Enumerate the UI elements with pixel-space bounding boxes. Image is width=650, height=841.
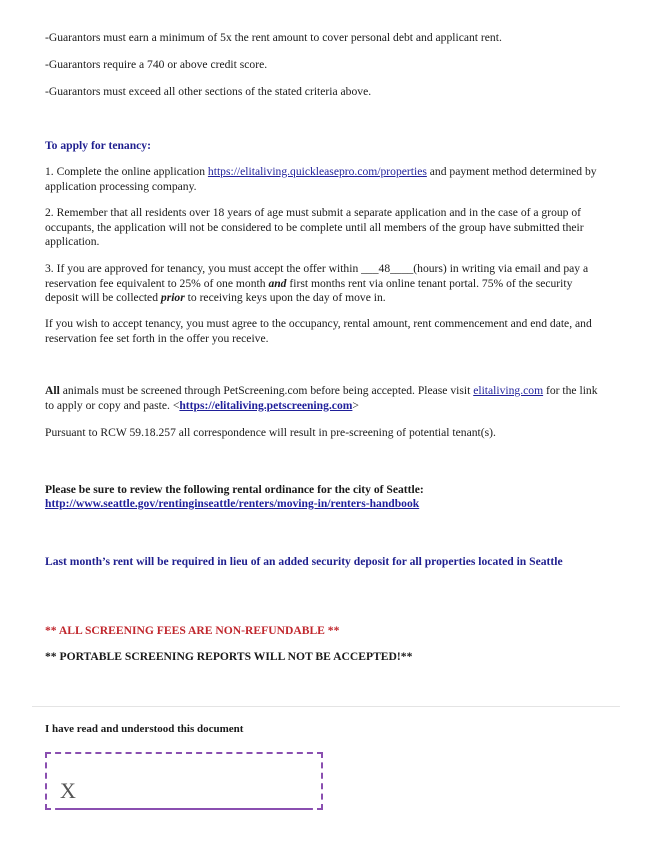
animals-text-a: animals must be screened through PetScreening.com before being accepted. Please visit [59, 384, 474, 397]
application-link[interactable]: https://elitaliving.quickleasepro.com/properties [207, 165, 427, 178]
step1-text-end: and payment method determined by application processing company. [45, 165, 597, 193]
apply-heading: To apply for tenancy: [45, 139, 151, 152]
step3-text-a: 3. If you are approved for tenancy, you must accept the offer within ___48____(hours) in writing via email and pay a reservation fee equivalent to 25% of one month [45, 262, 589, 290]
seattle-handbook-link[interactable]: http://www.seattle.gov/rentinginseattle/renters/moving-in/renters-handbook [45, 497, 420, 510]
acknowledgement-label: I have read and understood this document [45, 723, 244, 735]
apply-step-2: 2. Remember that all residents over 18 years of age must submit a separate application and in the case of a group of occupants, the application will not be considered to be complete until all members of the group have submitted their application. [45, 206, 584, 249]
seattle-ordinance-text: Please be sure to review the following rental ordinance for the city of Seattle: [45, 483, 424, 496]
step3-text-b: first months rent via online tenant portal. 75% of the security deposit will be collected [45, 276, 573, 305]
rcw-notice: Pursuant to RCW 59.18.257 all correspondence will result in pre-screening of potential tenant(s). [45, 426, 496, 439]
signature-box[interactable] [45, 752, 323, 810]
animals-text-b: for the link to apply or copy and paste. < [45, 384, 598, 412]
apply-step-1 [45, 165, 605, 194]
guarantor-credit-rule: -Guarantors require a 740 or above credit score. [45, 58, 268, 71]
accept-tenancy-text: If you wish to accept tenancy, you must agree to the occupancy, rental amount, rent commencement and end date, and reservation fee set forth in the offer you receive. [45, 317, 592, 345]
animals-text-c: > [352, 398, 359, 412]
step3-prior: prior [160, 291, 185, 305]
signature-x-mark: X [60, 778, 76, 803]
guarantor-criteria-rule: -Guarantors must exceed all other sections of the stated criteria above. [45, 85, 372, 98]
seattle-ordinance-line [45, 497, 605, 512]
step3-text-c: to receiving keys upon the day of move in. [184, 291, 386, 305]
fees-non-refundable-notice: ** ALL SCREENING FEES ARE NON-REFUNDABLE ** [45, 624, 340, 637]
animals-paragraph [45, 384, 605, 413]
apply-step-3 [45, 262, 605, 306]
animals-all: All [45, 384, 60, 397]
signature-line [59, 808, 311, 810]
portable-reports-notice: ** PORTABLE SCREENING REPORTS WILL NOT BE ACCEPTED!** [45, 650, 413, 663]
elitaliving-link[interactable]: elitaliving.com [473, 384, 544, 397]
step1-text: 1. Complete the online application [45, 165, 208, 178]
guarantor-income-rule: -Guarantors must earn a minimum of 5x the rent amount to cover personal debt and applicant rent. [45, 31, 502, 44]
step3-and: and [268, 276, 287, 290]
last-month-rent-notice: Last month’s rent will be required in lieu of an added security deposit for all properties located in Seattle [45, 555, 563, 568]
section-divider [32, 706, 620, 707]
petscreening-link[interactable]: https://elitaliving.petscreening.com [179, 398, 353, 412]
